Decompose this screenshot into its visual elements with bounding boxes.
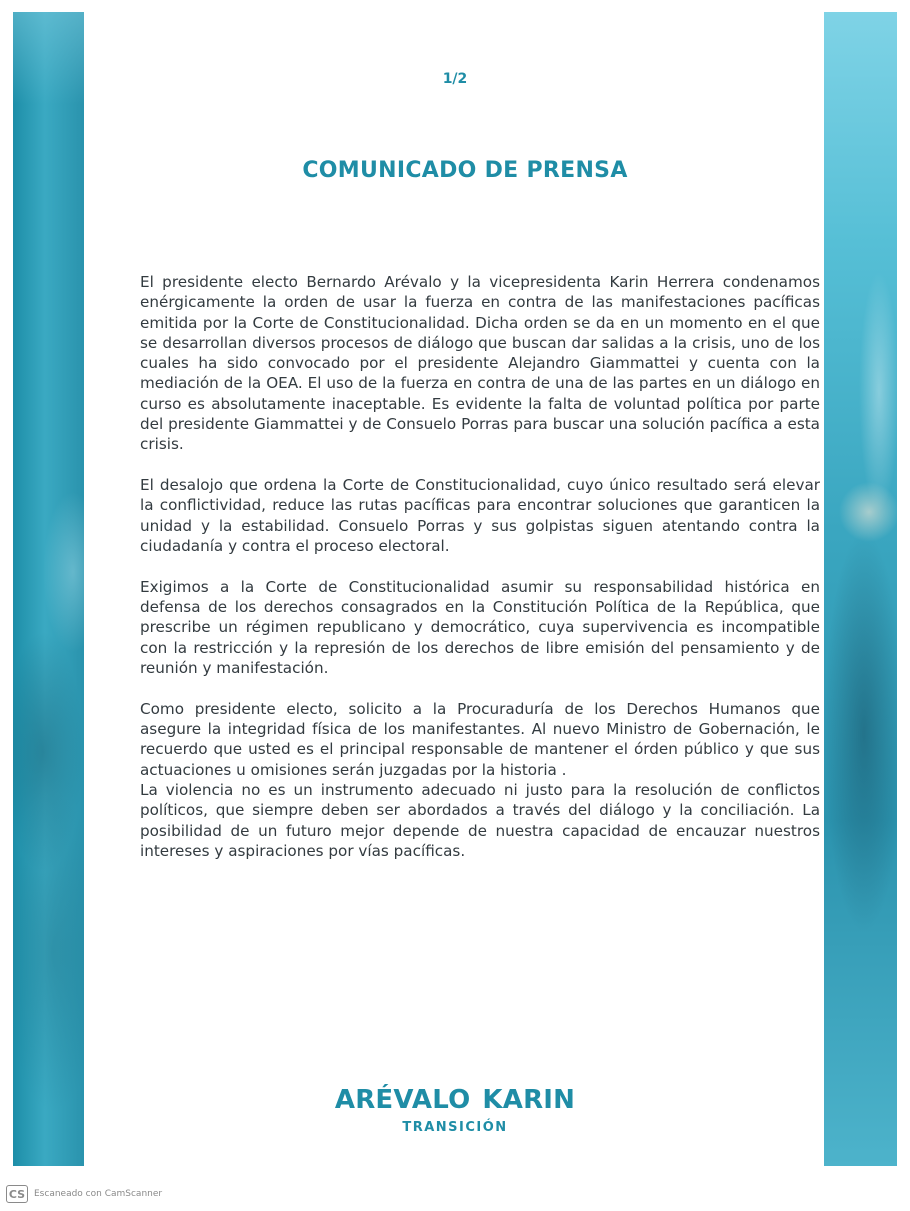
paragraph-2: El desalojo que ordena la Corte de Constitucionalidad, cuyo único resultado será elevar la conflictividad, reduce las rutas pacíficas para encontrar soluciones que garanticen la unidad y la estabilidad. Consuelo Porras y sus golpistas siguen atentando contra la ciudadanía y contra el proceso electoral. — [140, 476, 820, 556]
camscanner-icon: CS — [6, 1185, 28, 1203]
page-number: 1/2 — [442, 71, 468, 87]
paragraph-4: Como presidente electo, solicito a la Procuraduría de los Derechos Humanos que asegure la integridad física de los manifestantes. Al nuevo Ministro de Gobernación, le recuerdo que usted es el principal responsable de mantener el órden público y que sus actuaciones u omisiones serán juzgadas por la historia . — [140, 699, 820, 779]
logo-wordmark — [334, 1083, 576, 1117]
left-decorative-photo-band — [13, 12, 84, 1166]
camscanner-watermark — [6, 1185, 162, 1203]
logo-right-word: KARIN — [482, 1085, 576, 1115]
logo-left-word: ARÉVALO — [334, 1085, 471, 1115]
paragraph-5: La violencia no es un instrumento adecuado ni justo para la resolución de conflictos políticos, que siempre deben ser abordados a través del diálogo y la conciliación. La posibilidad de un futuro mejor depende de nuestra capacidad de encauzar nuestros intereses y aspiraciones por vías pacíficas. — [140, 781, 820, 860]
paragraph-3: Exigimos a la Corte de Constitucionalidad asumir su responsabilidad histórica en defensa de los derechos consagrados en la Constitución Política de la República, que prescribe un régimen republicano y democrático, cuya supervivencia es incompatible con la restricción y la represión de los derechos de libre emisión del pensamiento y de reunión y manifestación. — [140, 577, 820, 678]
paragraph-1: El presidente electo Bernardo Arévalo y la vicepresidenta Karin Herrera condenamos enérgicamente la orden de usar la fuerza en contra de las manifestaciones pacíficas emitida por la Corte de Constitucionalidad. Dicha orden se da en un momento en el que se desarrollan diversos procesos de diálogo que buscan dar salidas a la crisis, uno de los cuales ha sido convocado por el presidente Alejandro Giammattei y cuenta con la mediación de la OEA. El uso de la fuerza en contra de una de las partes en un diálogo en curso es absolutamente inaceptable. Es evidente la falta de voluntad política por parte del presidente Giammattei y de Consuelo Porras para buscar una solución pacífica a esta crisis. — [140, 273, 820, 454]
arevalo-karin-logo — [334, 1083, 576, 1135]
right-decorative-photo-band — [824, 12, 897, 1166]
camscanner-label: Escaneado con CamScanner — [34, 1189, 163, 1199]
logo-subtitle: TRANSICIÓN — [402, 1120, 508, 1135]
document-title: COMUNICADO DE PRENSA — [302, 158, 628, 183]
press-release-body — [140, 272, 820, 882]
